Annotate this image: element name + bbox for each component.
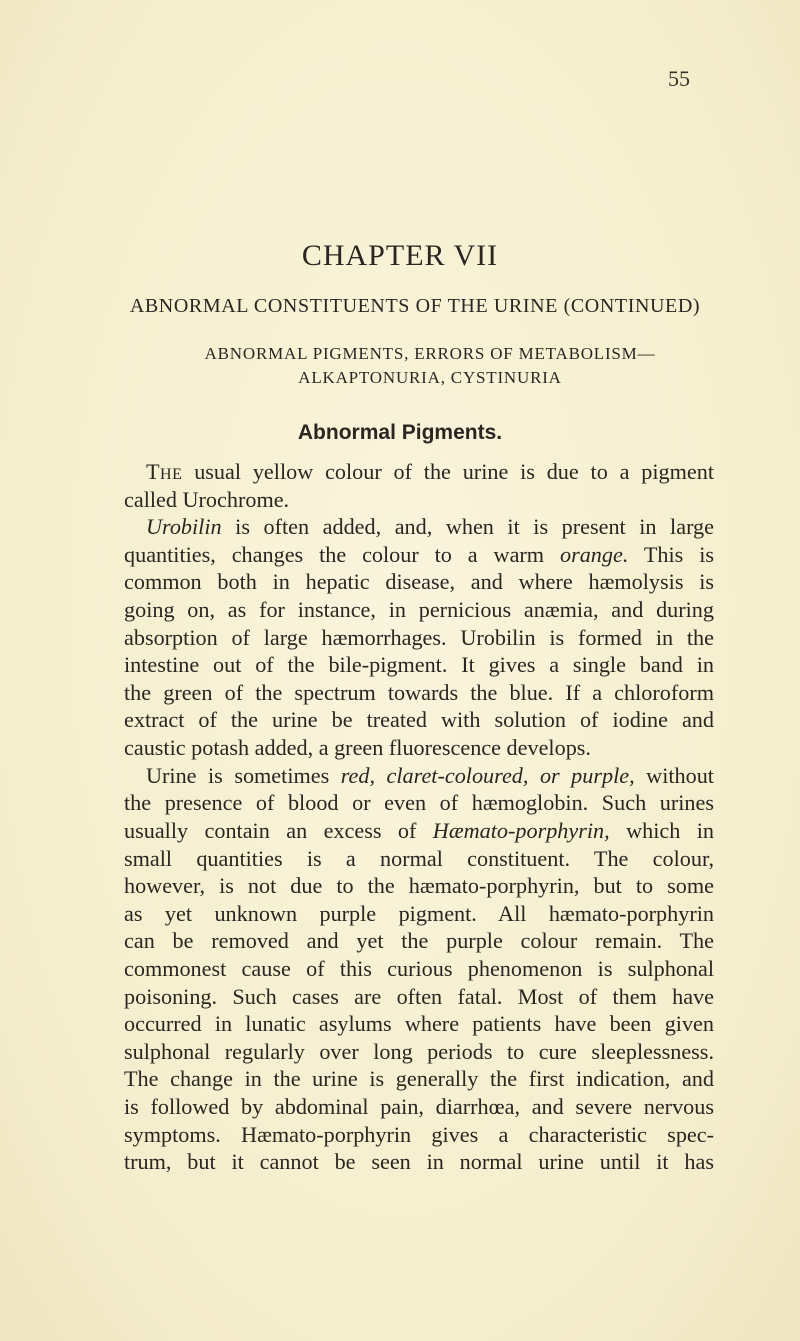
text-line (124, 1065, 714, 1093)
subtitle-line: ABNORMAL PIGMENTS, ERRORS OF METABOLISM— (204, 344, 656, 363)
text-line (124, 568, 714, 596)
text-run: absorption of large hæmorrhages. Urobilin is formed in the (124, 624, 714, 650)
text-line (124, 1093, 714, 1121)
text-line (124, 734, 714, 762)
text-line (124, 1148, 714, 1176)
text-line (124, 983, 714, 1011)
chapter-title: CHAPTER VII (301, 239, 499, 272)
subheading: Abnormal Pigments. (297, 421, 503, 444)
text-run: commonest cause of this curious phenomenon is sulphonal (124, 955, 714, 981)
text-line (124, 789, 714, 817)
paragraph (124, 458, 714, 513)
text-run: quantities, changes the colour to a warm (124, 541, 560, 567)
text-line (124, 679, 714, 707)
text-run: occurred in lunatic asylums where patients have been given (124, 1011, 714, 1037)
text-run: which in (609, 817, 714, 843)
text-run: usual yellow colour of the urine is due to a pigment (182, 459, 714, 484)
subtitle-line: ALKAPTONURIA, CYSTINURIA (298, 368, 562, 387)
text-run: trum, but it cannot be seen in normal urine until it has (124, 1149, 714, 1175)
paragraph (124, 513, 714, 761)
text-line (124, 706, 714, 734)
text-run: caustic potash added, a green fluorescence develops. (124, 735, 591, 761)
text-run: however, is not due to the hæmato-porphyrin, but to some (124, 873, 714, 899)
text-run: poisoning. Such cases are often fatal. Most of them have (124, 983, 714, 1009)
text-run: orange. (559, 541, 629, 567)
page-number: 55 (668, 66, 690, 91)
text-run: red, claret-coloured, or purple, (340, 762, 635, 788)
text-run: symptoms. Hæmato-porphyrin gives a characteristic spec- (124, 1121, 714, 1147)
text-run: the green of the spectrum towards the blue. If a chloroform (124, 679, 714, 705)
text-line (124, 927, 714, 955)
text-line (124, 845, 714, 873)
text-line (124, 872, 714, 900)
text-run: is followed by abdominal pain, diarrhœa, and severe nervous (124, 1094, 714, 1120)
text-line (124, 762, 714, 790)
text-run: small quantities is a normal constituent. The colour, (124, 845, 714, 871)
paragraph (124, 762, 714, 1176)
text-line (124, 541, 714, 569)
chapter-subtitle (0, 342, 800, 390)
text-run: as yet unknown purple pigment. All hæmato-porphyrin (124, 900, 714, 926)
text-run: is often added, and, when it is present in large (221, 514, 714, 540)
text-line (124, 1010, 714, 1038)
text-run: sulphonal regularly over long periods to cure sleeplessness. (124, 1038, 714, 1064)
text-line (124, 955, 714, 983)
text-run: the presence of blood or even of hæmoglobin. Such urines (124, 790, 714, 816)
text-run: The (146, 459, 183, 484)
text-line (124, 624, 714, 652)
text-line (124, 596, 714, 624)
text-run: called Urochrome. (124, 486, 290, 512)
text-line (124, 486, 714, 514)
text-line (124, 1121, 714, 1149)
text-run: without (634, 762, 714, 788)
text-run: Urine is sometimes (146, 762, 341, 788)
text-run: Urobilin (146, 514, 222, 540)
text-run: going on, as for instance, in pernicious anæmia, and during (124, 597, 714, 623)
text-line (124, 1038, 714, 1066)
text-run: can be removed and yet the purple colour remain. The (124, 928, 714, 954)
text-line (124, 458, 714, 486)
text-run: intestine out of the bile-pigment. It gives a single band in (124, 652, 714, 678)
text-run: common both in hepatic disease, and where hæmolysis is (124, 569, 714, 595)
section-title: ABNORMAL CONSTITUENTS OF THE URINE (CONTINUED) (129, 295, 701, 317)
text-run: extract of the urine be treated with solution of iodine and (124, 707, 714, 733)
text-line (124, 817, 714, 845)
text-line (124, 900, 714, 928)
text-run: The change in the urine is generally the first indication, and (124, 1066, 714, 1092)
text-run: Hæmato-porphyrin, (432, 817, 610, 843)
text-line (124, 513, 714, 541)
body-text (124, 458, 714, 1176)
text-line (124, 651, 714, 679)
text-run: This is (628, 541, 715, 567)
text-run: usually contain an excess of (124, 817, 433, 843)
